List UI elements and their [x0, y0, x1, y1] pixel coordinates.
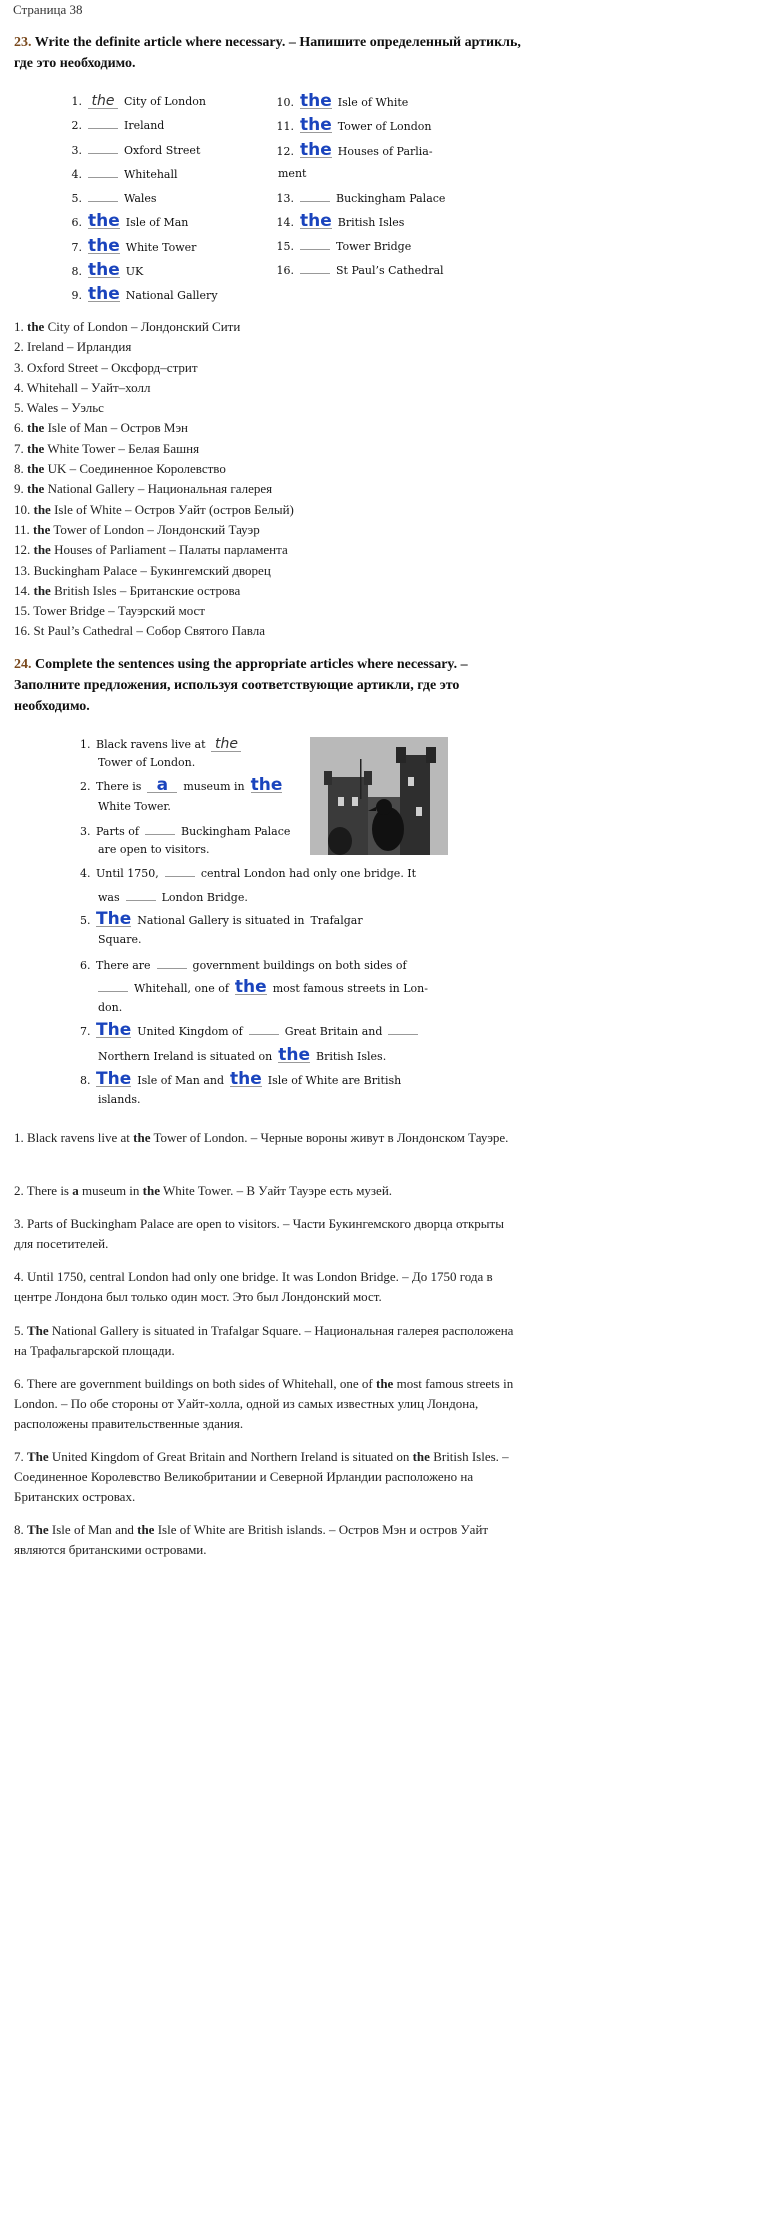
sentence-line	[98, 977, 434, 997]
answer-paragraph	[14, 1267, 526, 1307]
task-24-number: 24.	[14, 657, 32, 672]
answer-text: Tower of London – Лондонский Тауэр	[53, 521, 260, 537]
handwritten-answer: a	[147, 778, 177, 793]
right-col-item	[272, 167, 306, 180]
answer-text: Houses of Parliament – Палаты парламента	[54, 542, 288, 558]
item-number: 8.	[71, 265, 82, 278]
sentence-text: Trafalgar	[310, 914, 363, 927]
answer-text: Tower Bridge – Тауэрский мост	[33, 603, 205, 619]
right-col-item	[272, 140, 433, 160]
item-number: 7.	[71, 241, 82, 254]
handwritten-answer: the	[88, 211, 120, 231]
article: The	[27, 1323, 49, 1338]
handwritten-answer: the	[300, 115, 332, 135]
handwritten-answer: the	[250, 775, 283, 795]
sentence-line	[80, 866, 422, 880]
right-col-item	[272, 91, 409, 111]
handwritten-answer: The	[96, 1020, 132, 1040]
item-text: Buckingham Palace	[336, 192, 446, 205]
sentence-text: are open to visitors.	[98, 843, 210, 856]
answer-text: 3. Parts of Buckingham Palace are open to visitors. – Части Букингемского дворца открыты для посетителей.	[14, 1216, 504, 1251]
answer-blank	[249, 1024, 279, 1035]
answer-text: St Paul’s Cathedral – Собор Святого Павла	[33, 623, 265, 639]
answer-line: 9. the National Gallery – Национальная галерея	[14, 481, 273, 497]
article: the	[142, 1183, 161, 1198]
page-title: Страница 38	[13, 2, 83, 17]
answer-line: 11. the Tower of London – Лондонский Тауэр	[14, 521, 260, 537]
sentence-number: 7.	[80, 1025, 91, 1038]
answer-paragraph	[14, 1181, 526, 1201]
article: the	[27, 440, 45, 456]
answer-blank	[88, 143, 118, 154]
sentence-line	[98, 843, 215, 856]
sentence-text: was	[98, 891, 120, 904]
handwritten-answer: the	[234, 977, 267, 997]
answer-paragraph	[14, 1321, 526, 1361]
item-number: 10.	[276, 96, 294, 109]
answer-text: 1. Black ravens live at	[14, 1130, 134, 1145]
answer-text: 4. Until 1750, central London had only one bridge. It was London Bridge. – До 1750 года в центре Лондона был только один мост. Это был Лондонский мост.	[14, 1269, 493, 1304]
answer-text: most famous streets in London. – По обе стороны от Уайт-холла, одной из самых известных улиц Лондона, расположены правительственные здания.	[14, 1376, 514, 1431]
answer-text: Isle of Man – Остров Мэн	[47, 420, 189, 436]
handwritten-answer: the	[88, 284, 120, 304]
handwritten-answer: the	[88, 94, 118, 109]
item-text: British Isles	[337, 216, 405, 229]
answer-paragraph	[14, 1520, 526, 1560]
sentence-text: most famous streets in Lon-	[272, 982, 428, 995]
answer-text: Whitehall – Уайт–холл	[26, 379, 151, 395]
sentence-text: islands.	[98, 1093, 141, 1106]
sentence-text: Isle of Man and	[137, 1074, 225, 1087]
item-number: 2.	[71, 119, 82, 132]
answer-text: UK – Соединенное Королевство	[47, 461, 226, 477]
left-col-item	[60, 143, 200, 157]
answer-text: Isle of Man and	[48, 1522, 138, 1537]
item-text: City of London	[124, 95, 207, 108]
article: the	[33, 521, 51, 537]
right-col-item	[272, 211, 405, 231]
article: the	[27, 319, 45, 334]
answer-paragraph	[14, 1128, 526, 1148]
sentence-line	[98, 1045, 392, 1065]
task-23-number: 23.	[14, 35, 32, 50]
answer-text: 8.	[14, 1522, 27, 1537]
answer-blank	[300, 263, 330, 274]
task-23-text: Write the definite article where necessary. – Напишите определенный артикль, где это необходимо.	[14, 35, 521, 71]
item-number: 14.	[276, 216, 294, 229]
article: The	[27, 1449, 49, 1464]
answer-text: White Tower. – В Уайт Тауэре есть музей.	[160, 1183, 393, 1198]
item-text: Houses of Parlia-	[337, 145, 433, 158]
answer-line: 7. the White Tower – Белая Башня	[14, 440, 200, 456]
sentence-line	[80, 1020, 424, 1040]
sentence-text: Black ravens live at	[96, 738, 206, 751]
answer-text: National Gallery is situated in Trafalgar Square. – Национальная галерея расположена на Трафальгарской площади.	[14, 1323, 514, 1358]
article: the	[412, 1449, 430, 1464]
task-23-heading	[14, 32, 526, 74]
sentence-number: 3.	[80, 825, 91, 838]
answer-text: Ireland – Ирландия	[27, 339, 132, 355]
handwritten-answer: the	[300, 140, 332, 160]
answer-text: Tower of London. – Черные вороны живут в Лондонском Тауэре.	[150, 1130, 509, 1145]
task-23-answers	[14, 317, 529, 642]
answer-text: City of London – Лондонский Сити	[47, 319, 241, 334]
article: the	[133, 1130, 151, 1145]
answer-text: Isle of White are British islands. – Остров Мэн и остров Уайт являются британскими островами.	[14, 1522, 489, 1557]
answer-text: National Gallery – Национальная галерея	[47, 481, 273, 497]
answer-line: 2. Ireland – Ирландия	[14, 339, 132, 355]
handwritten-answer: the	[278, 1045, 310, 1065]
answer-paragraph	[14, 1214, 526, 1254]
sentence-text: Until 1750,	[96, 867, 159, 880]
item-number: 1.	[71, 95, 82, 108]
sentence-number: 5.	[80, 914, 91, 927]
item-text: Whitehall	[124, 168, 178, 181]
article: the	[27, 481, 45, 497]
sentence-text: Northern Ireland is situated on	[98, 1050, 273, 1063]
answer-text: 7.	[14, 1449, 27, 1464]
answer-line: 14. the British Isles – Британские острова	[14, 582, 241, 598]
sentence-line	[98, 933, 147, 946]
task-24-text: Complete the sentences using the appropriate articles where necessary. – Заполните предложения, используя соответствующие артикли, где это необходимо.	[14, 657, 468, 714]
sentence-text: government buildings on both sides of	[192, 959, 407, 972]
right-col-item	[272, 263, 444, 277]
answer-line: 16. St Paul’s Cathedral – Собор Святого Павла	[14, 623, 265, 639]
article: the	[137, 1522, 155, 1537]
item-number: 4.	[71, 168, 82, 181]
article: the	[33, 501, 51, 517]
tower-ravens-photo	[310, 737, 448, 855]
item-text: St Paul’s Cathedral	[336, 264, 444, 277]
answer-line: 10. the Isle of White – Остров Уайт (остров Белый)	[14, 501, 294, 517]
item-number: 3.	[71, 144, 82, 157]
item-number: 12.	[276, 145, 294, 158]
answer-text: British Isles – Британские острова	[54, 582, 241, 598]
answer-paragraph	[14, 1374, 526, 1434]
sentence-number: 6.	[80, 959, 91, 972]
answer-line: 13. Buckingham Palace – Букингемский дворец	[14, 562, 271, 578]
article: the	[33, 542, 51, 558]
answer-line: 1. the City of London – Лондонский Сити	[14, 319, 241, 334]
item-text: Isle of Man	[125, 216, 189, 229]
item-number: 13.	[276, 192, 294, 205]
item-text: Tower Bridge	[336, 240, 412, 253]
answer-text: museum in	[78, 1183, 143, 1198]
answer-text: 2. There is	[14, 1183, 73, 1198]
sentence-number: 8.	[80, 1074, 91, 1087]
answer-text: 6. There are government buildings on both sides of Whitehall, one of	[14, 1376, 376, 1391]
left-col-item	[60, 118, 164, 132]
answer-line: 12. the Houses of Parliament – Палаты парламента	[14, 542, 288, 558]
sentence-text: museum in	[183, 780, 245, 793]
handwritten-answer: the	[211, 737, 241, 752]
answer-blank	[300, 239, 330, 250]
article: the	[376, 1376, 394, 1391]
left-col-item	[60, 211, 189, 231]
article: the	[27, 420, 45, 436]
sentence-text: Tower of London.	[98, 756, 196, 769]
answer-text: White Tower – Белая Башня	[47, 440, 200, 456]
answer-paragraph	[14, 1447, 526, 1507]
sentence-text: Great Britain and	[284, 1025, 383, 1038]
answer-blank	[145, 824, 175, 835]
article: a	[72, 1183, 79, 1198]
answer-blank	[88, 191, 118, 202]
article: the	[33, 582, 51, 598]
handwritten-answer: The	[96, 1069, 132, 1089]
sentence-text: Square.	[98, 933, 142, 946]
article: the	[27, 461, 45, 477]
sentence-line	[80, 909, 369, 929]
sentence-text: Isle of White are British	[267, 1074, 402, 1087]
item-text: Tower of London	[337, 120, 432, 133]
handwritten-answer: the	[88, 236, 120, 256]
answer-blank	[88, 118, 118, 129]
sentence-text: There are	[96, 959, 151, 972]
answer-line: 8. the UK – Соединенное Королевство	[14, 461, 226, 477]
item-number: 5.	[71, 192, 82, 205]
sentence-line	[80, 737, 247, 752]
left-col-item	[60, 167, 178, 181]
answer-line: 3. Oxford Street – Оксфорд–стрит	[14, 359, 198, 375]
answer-blank	[165, 866, 195, 877]
left-col-item	[60, 94, 206, 109]
answer-blank	[126, 890, 156, 901]
item-number: 15.	[276, 240, 294, 253]
sentence-text: don.	[98, 1001, 123, 1014]
answer-line: 4. Whitehall – Уайт–холл	[14, 379, 151, 395]
answer-line: 15. Tower Bridge – Тауэрский мост	[14, 603, 205, 619]
answer-line: 6. the Isle of Man – Остров Мэн	[14, 420, 189, 436]
answer-blank	[300, 191, 330, 202]
article: The	[27, 1522, 49, 1537]
sentence-line	[98, 756, 201, 769]
sentence-line	[80, 958, 413, 972]
left-col-item	[60, 191, 157, 205]
handwritten-answer: the	[300, 211, 332, 231]
item-text: ment	[278, 167, 307, 180]
item-number: 9.	[71, 289, 82, 302]
sentence-line	[80, 1069, 407, 1089]
answer-text: Buckingham Palace – Букингемский дворец	[33, 562, 271, 578]
sentence-line	[80, 824, 296, 838]
sentence-text: London Bridge.	[161, 891, 248, 904]
sentence-text: National Gallery is situated in	[137, 914, 305, 927]
handwritten-answer: the	[300, 91, 332, 111]
right-col-item	[272, 191, 445, 205]
right-col-item	[272, 115, 432, 135]
sentence-line	[98, 1001, 128, 1014]
answer-text: Isle of White – Остров Уайт (остров Белый)	[54, 501, 294, 517]
answer-blank	[88, 167, 118, 178]
handwritten-answer: the	[88, 260, 120, 280]
item-text: Oxford Street	[124, 144, 201, 157]
sentence-text: Whitehall, one of	[134, 982, 229, 995]
sentence-text: United Kingdom of	[137, 1025, 243, 1038]
item-text: Ireland	[124, 119, 165, 132]
item-text: UK	[125, 265, 144, 278]
sentence-text: White Tower.	[98, 800, 171, 813]
item-text: National Gallery	[125, 289, 218, 302]
left-col-item	[60, 260, 144, 280]
sentence-text: Parts of	[96, 825, 139, 838]
answer-text: United Kingdom of Great Britain and Northern Ireland is situated on	[48, 1449, 413, 1464]
sentence-text: There is	[96, 780, 142, 793]
sentence-text: British Isles.	[316, 1050, 387, 1063]
item-text: Isle of White	[337, 96, 409, 109]
task-24-heading	[14, 654, 526, 717]
item-text: White Tower	[125, 241, 197, 254]
answer-blank	[98, 981, 128, 992]
sentence-number: 4.	[80, 867, 91, 880]
answer-text: Wales – Уэльс	[26, 400, 104, 416]
sentence-text: central London had only one bridge. It	[200, 867, 417, 880]
left-col-item	[60, 284, 218, 304]
sentence-line	[98, 1093, 147, 1106]
answer-text: British Isles. – Соединенное Королевство Великобритании и Северной Ирландии расположено на Британских островах.	[14, 1449, 509, 1504]
sentence-line	[98, 890, 254, 904]
right-col-item	[272, 239, 411, 253]
handwritten-answer: the	[230, 1069, 262, 1089]
sentence-line	[80, 775, 288, 795]
sentence-number: 1.	[80, 738, 91, 751]
sentence-number: 2.	[80, 780, 91, 793]
answer-line: 5. Wales – Уэльс	[14, 400, 104, 416]
item-number: 11.	[276, 120, 294, 133]
sentence-line	[98, 800, 177, 813]
answer-blank	[388, 1024, 418, 1035]
left-col-item	[60, 236, 197, 256]
handwritten-answer: The	[96, 909, 132, 929]
answer-text: Oxford Street – Оксфорд–стрит	[27, 359, 198, 375]
answer-blank	[157, 958, 187, 969]
sentence-text: Buckingham Palace	[180, 825, 291, 838]
item-number: 16.	[276, 264, 294, 277]
item-number: 6.	[71, 216, 82, 229]
answer-text: 5.	[14, 1323, 27, 1338]
item-text: Wales	[124, 192, 157, 205]
